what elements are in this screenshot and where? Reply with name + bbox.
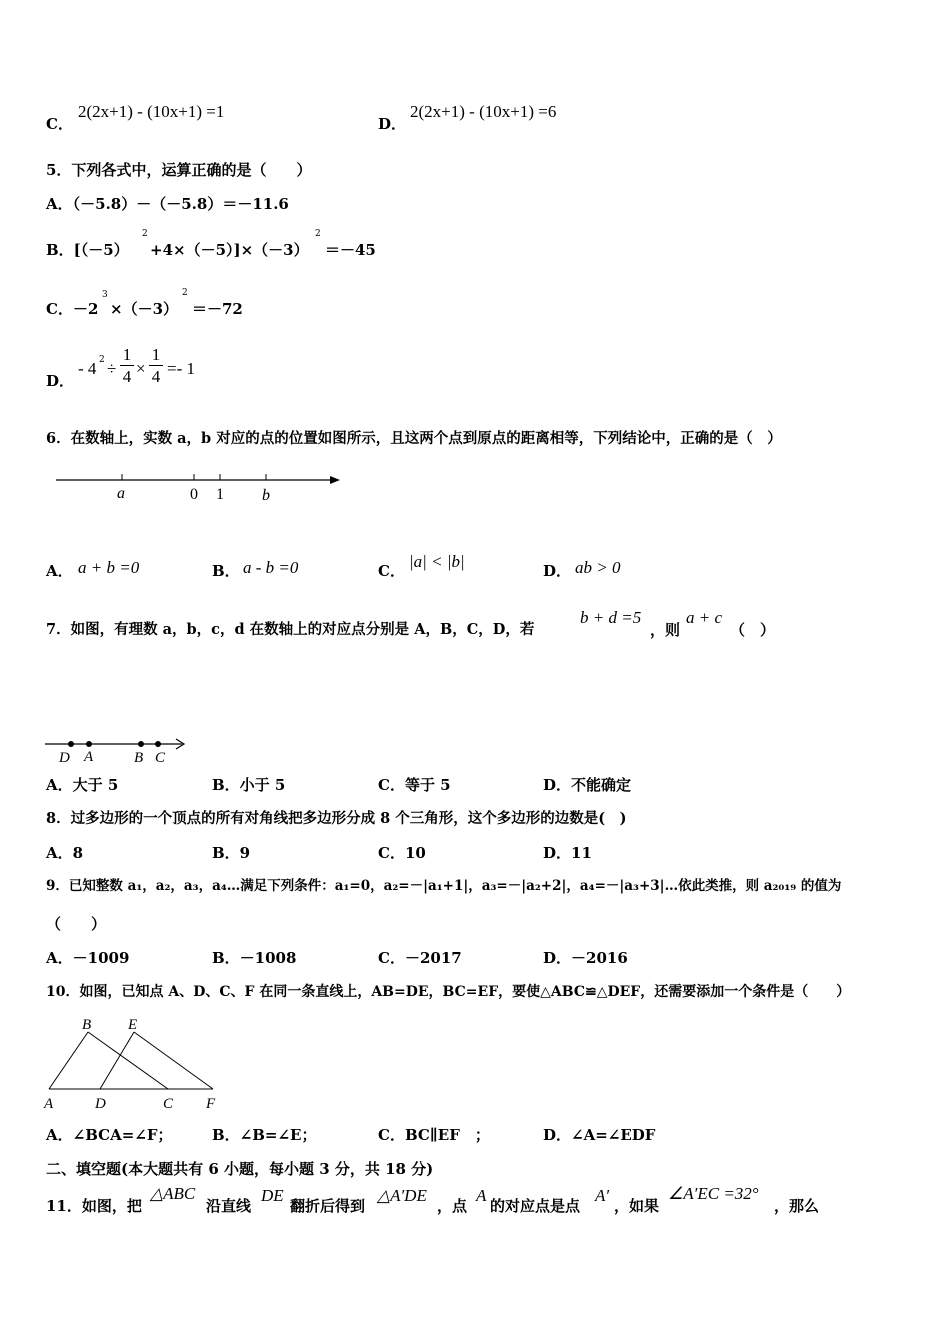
q7-option-b: B．小于 5 — [212, 776, 286, 794]
label-e: E — [128, 1017, 138, 1033]
q8-option-b: B．9 — [212, 844, 251, 862]
q4-option-d-formula: 2(2x+1) - (10x+1) =6 — [410, 102, 557, 121]
q6-option-d: ab > 0 — [575, 558, 621, 577]
q6-option-b-label: B． — [212, 562, 240, 580]
q7-option-c: C．等于 5 — [378, 776, 451, 794]
q7-expression: a + c — [686, 608, 723, 627]
q11-text-6: ，如果 — [614, 1197, 660, 1215]
axis-label-1: 1 — [216, 486, 224, 503]
section2-title: 二、填空题(本大题共有 6 小题，每小题 3 分，共 18 分) — [46, 1160, 434, 1178]
q9-paren: （ ） — [46, 915, 107, 933]
q9-stem: 9．已知整数 a₁，a₂，a₃，a₄…满足下列条件：a₁=0，a₂=－|a₁+1|，a₃=－|a₂+2|，a₄=－|a₃+3|…依此类推，则 a₂₀₁₉ 的值为 — [46, 878, 842, 894]
fraction-numerator: 1 — [122, 345, 132, 364]
q11-text-1: 11．如图，把 — [46, 1197, 142, 1215]
axis-label-a: A — [84, 749, 94, 765]
label-b: B — [82, 1017, 92, 1033]
q5-option-c-pre: C．－2 — [46, 300, 99, 318]
q8-stem: 8．过多边形的一个顶点的所有对角线把多边形分成 8 个三角形，这个多边形的边数是( ) — [46, 810, 627, 827]
q6-option-a: a + b =0 — [78, 558, 140, 577]
q6-number-line — [50, 466, 350, 506]
q5-option-b-post: ＝－45 — [325, 241, 376, 259]
q4-option-d-label: D． — [378, 115, 407, 133]
q11-math-2: DE — [261, 1186, 284, 1205]
label-d: D — [95, 1096, 106, 1112]
q5-option-d-lead: - 4 — [78, 359, 97, 378]
q5-option-c-mid: ×（－3） — [110, 300, 179, 318]
q5-option-d-exp: 2 — [99, 355, 105, 365]
q6-option-c-label: C． — [378, 562, 405, 580]
q4-option-c-label: C． — [46, 115, 73, 133]
axis-label-c: C — [155, 750, 166, 766]
q6-option-d-label: D． — [543, 562, 572, 580]
fraction-denominator: 4 — [122, 367, 132, 386]
q8-option-d: D．11 — [543, 844, 592, 862]
q6-option-c: |a| < |b| — [409, 552, 465, 571]
segment-ab — [49, 1032, 88, 1089]
q9-option-c: C．－2017 — [378, 949, 462, 967]
segment-de — [100, 1032, 134, 1089]
q5-option-d-fraction2 — [149, 346, 163, 385]
q6-stem: 6．在数轴上，实数 a，b 对应的点的位置如图所示，且这两个点到原点的距离相等，下列结论中，正确的是（ ） — [46, 430, 782, 447]
q7-number-line — [40, 732, 200, 768]
label-a: A — [44, 1096, 54, 1112]
q11-math-5: A′ — [595, 1186, 610, 1205]
q11-math-3: △A′DE — [377, 1186, 427, 1205]
axis-label-0: 0 — [190, 486, 198, 503]
q11-math-4: A — [476, 1186, 487, 1205]
q5-option-d-times: × — [136, 359, 146, 378]
q9-option-d: D．－2016 — [543, 949, 628, 967]
q5-option-c-exp2: 2 — [182, 288, 188, 298]
q5-option-d-fraction1 — [120, 346, 134, 385]
point-d — [68, 741, 74, 747]
q6-option-a-label: A． — [46, 562, 73, 580]
fraction-denominator: 4 — [151, 367, 161, 386]
q5-option-b-exp2: 2 — [315, 229, 321, 239]
q5-option-d-tail: =- 1 — [167, 359, 195, 378]
q11-text-4: ，点 — [437, 1197, 468, 1215]
fraction-bar — [120, 365, 134, 366]
q5-option-b-mid: +4×（－5）]×（－3） — [150, 241, 309, 259]
q5-option-c-exp1: 3 — [102, 290, 108, 300]
q7-condition: b + d =5 — [580, 608, 642, 627]
q7-option-d: D．不能确定 — [543, 776, 632, 794]
segment-ef — [134, 1032, 213, 1089]
q11-text-2: 沿直线 — [206, 1197, 252, 1215]
number-line-arrow-icon — [330, 476, 340, 484]
q5-stem: 5．下列各式中，运算正确的是（ ） — [46, 161, 312, 179]
q8-option-a: A．8 — [46, 844, 84, 862]
q5-option-d-label: D． — [46, 372, 75, 390]
q5-option-b-exp1: 2 — [142, 229, 148, 239]
q5-option-b-pre: B．[（－5） — [46, 241, 129, 259]
q9-option-b: B．－1008 — [212, 949, 297, 967]
q11-text-7: ，那么 — [774, 1197, 820, 1215]
fraction-numerator: 1 — [151, 345, 161, 364]
q7-stem-pre: 7．如图，有理数 a，b，c，d 在数轴上的对应点分别是 A，B，C，D，若 — [46, 621, 535, 638]
q11-math-6: ∠A′EC =32° — [668, 1184, 759, 1203]
axis-label-d: D — [59, 750, 70, 766]
q10-option-a: A．∠BCA=∠F； — [46, 1126, 173, 1144]
segment-bc — [88, 1032, 168, 1089]
q5-option-d-div: ÷ — [107, 359, 117, 378]
q10-option-c: C．BC∥EF ； — [378, 1126, 490, 1144]
axis-label-a: a — [117, 485, 125, 502]
q11-text-3: 翻折后得到 — [290, 1197, 366, 1215]
axis-label-b: B — [134, 750, 144, 766]
fraction-bar — [149, 365, 163, 366]
q10-option-d: D．∠A=∠EDF — [543, 1126, 656, 1144]
point-c — [155, 741, 161, 747]
axis-label-b: b — [262, 487, 270, 504]
label-f: F — [206, 1096, 216, 1112]
point-a — [86, 741, 92, 747]
q5-option-c-post: ＝－72 — [192, 300, 243, 318]
q11-math-1: △ABC — [150, 1184, 196, 1203]
q8-option-c: C．10 — [378, 844, 426, 862]
q7-stem-mid: ，则 — [650, 621, 681, 639]
q10-triangles-figure — [40, 1014, 230, 1114]
q10-stem: 10．如图，已知点 A、D、C、F 在同一条直线上，AB=DE，BC=EF，要使△ABC≌△DEF，还需要添加一个条件是（ ） — [46, 984, 851, 1000]
q6-option-b: a - b =0 — [243, 558, 299, 577]
q9-option-a: A．－1009 — [46, 949, 130, 967]
q7-option-a: A．大于 5 — [46, 776, 119, 794]
q10-option-b: B．∠B=∠E； — [212, 1126, 317, 1144]
q7-stem-post: （ ） — [730, 621, 776, 639]
q11-text-5: 的对应点是点 — [490, 1197, 581, 1215]
point-b — [138, 741, 144, 747]
label-c: C — [163, 1096, 174, 1112]
q4-option-c-formula: 2(2x+1) - (10x+1) =1 — [78, 102, 225, 121]
q5-option-a: A．（－5.8）－（－5.8）＝－11.6 — [46, 195, 289, 213]
